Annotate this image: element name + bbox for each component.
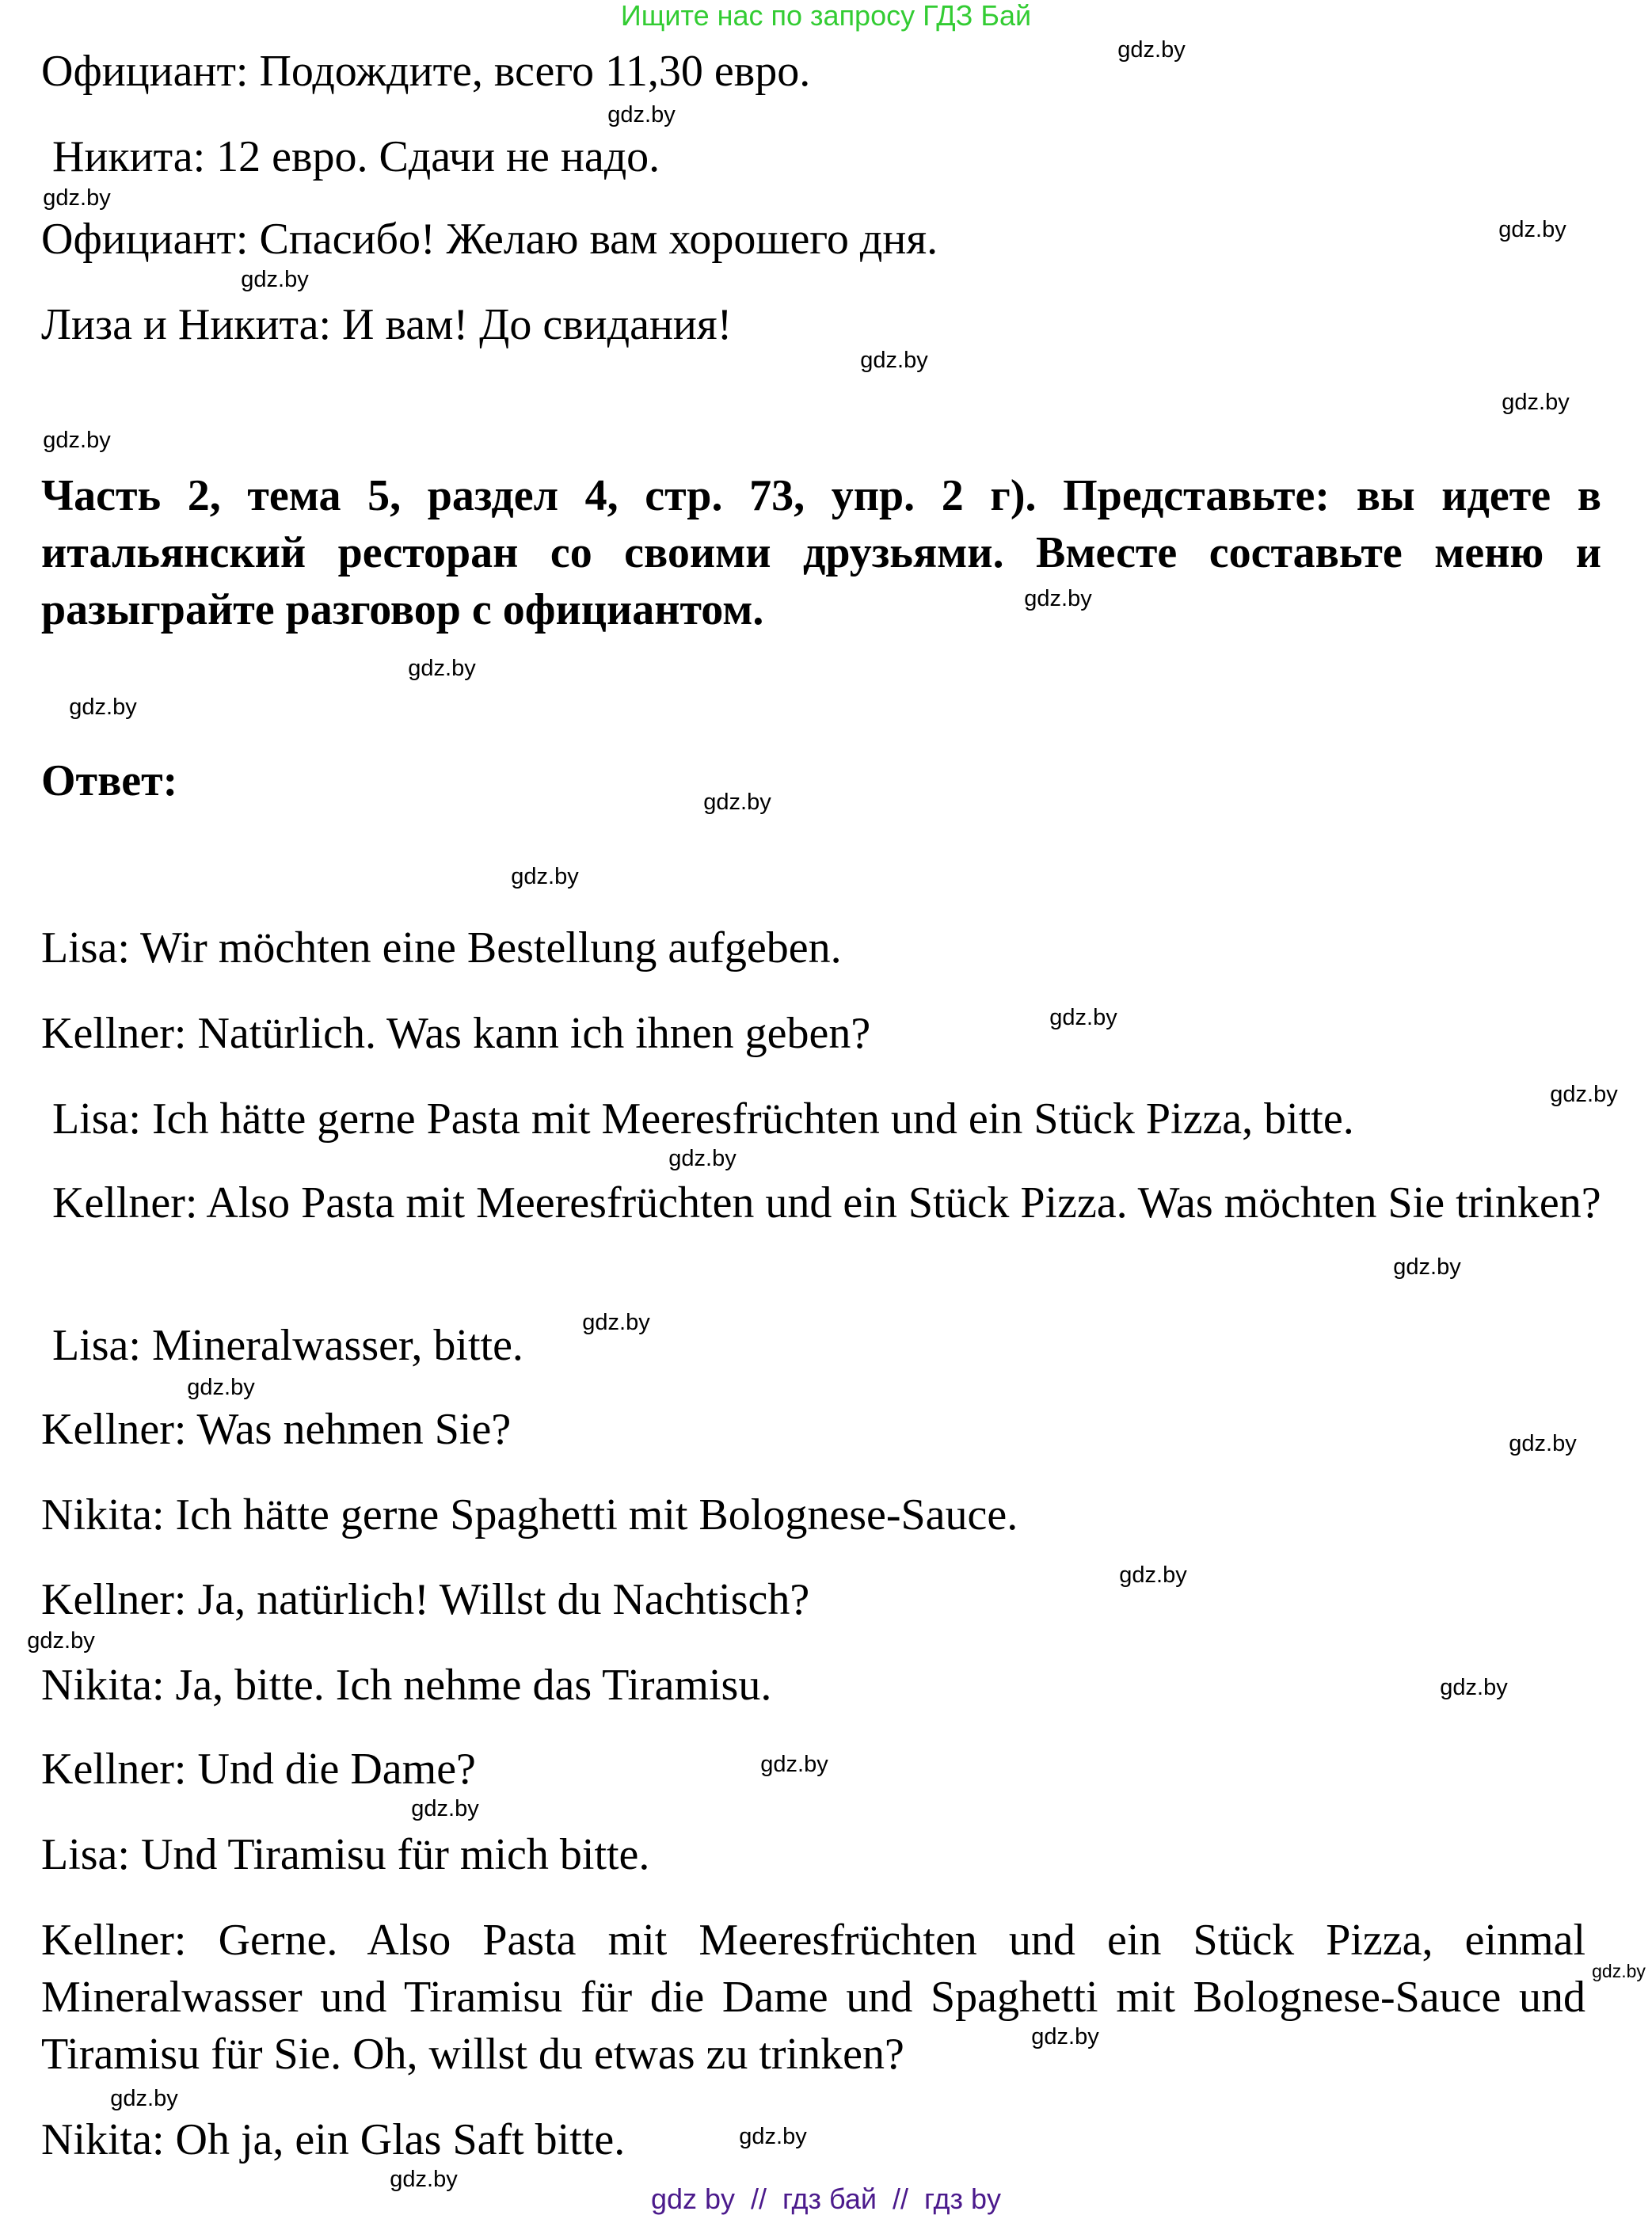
watermark: gdz.by: [582, 1310, 650, 1335]
watermark: gdz.by: [1031, 2024, 1099, 2049]
watermark: gdz.by: [511, 864, 579, 889]
watermark: gdz.by: [1502, 390, 1570, 415]
watermark: gdz.by: [27, 1628, 95, 1654]
watermark: gdz.by: [1117, 37, 1186, 63]
footer-links[interactable]: gdz by // гдз бай // гдз by: [650, 2183, 1002, 2215]
watermark: gdz.by: [43, 185, 111, 211]
dialogue-paragraph: Kellner: Gerne. Also Pasta mit Meeresfrüchten und ein Stück Pizza, einmal Mineralwasser und Tiramisu für die Dame und Spaghetti mit Bolognese-Sauce und Tiramisu für Sie. Oh, willst du etwas zu trinken?: [41, 1916, 1585, 2079]
watermark: gdz.by: [1024, 586, 1092, 611]
watermark: gdz.by: [860, 348, 928, 373]
task-heading: Часть 2, тема 5, раздел 4, стр. 73, упр. 2 г). Представьте: вы идете в итальянский ресторан со своими друзьями. Вместе составьте меню и разыграйте разговор с официантом.: [41, 471, 1601, 634]
dialogue-line: Kellner: Und die Dame?: [41, 1745, 476, 1794]
answer-label: Ответ:: [41, 756, 178, 805]
watermark: gdz.by: [43, 428, 111, 453]
watermark: gdz.by: [187, 1375, 255, 1400]
watermark: gdz.by: [607, 102, 676, 127]
watermark: gdz.by: [703, 790, 771, 815]
header-banner[interactable]: Ищите нас по запросу ГДЗ Бай: [620, 0, 1032, 32]
dialogue-line: Nikita: Oh ja, ein Glas Saft bitte.: [41, 2115, 626, 2164]
watermark: gdz.by: [668, 1146, 737, 1171]
watermark: gdz.by: [241, 267, 309, 292]
dialogue-line: Официант: Спасибо! Желаю вам хорошего дня.: [41, 215, 938, 264]
watermark: gdz.by: [1592, 1961, 1646, 1981]
watermark: gdz.by: [1440, 1675, 1508, 1700]
watermark: gdz.by: [1049, 1005, 1117, 1030]
dialogue-line: Официант: Подождите, всего 11,30 евро.: [41, 47, 811, 96]
watermark: gdz.by: [110, 2086, 178, 2111]
dialogue-line: Лиза и Никита: И вам! До свидания!: [41, 300, 733, 349]
dialogue-line: Kellner: Was nehmen Sie?: [41, 1405, 512, 1454]
watermark: gdz.by: [1509, 1431, 1577, 1456]
dialogue-line: Kellner: Natürlich. Was kann ich ihnen geben?: [41, 1009, 871, 1058]
watermark: gdz.by: [69, 695, 137, 720]
dialogue-line: Lisa: Wir möchten eine Bestellung aufgeben.: [41, 923, 842, 972]
watermark: gdz.by: [1393, 1254, 1461, 1280]
watermark: gdz.by: [760, 1752, 828, 1777]
dialogue-line: Никита: 12 евро. Сдачи не надо.: [52, 132, 660, 181]
watermark: gdz.by: [1550, 1082, 1618, 1107]
dialogue-line: Nikita: Ja, bitte. Ich nehme das Tiramisu.: [41, 1661, 772, 1710]
watermark: gdz.by: [1498, 217, 1566, 242]
dialogue-line: Nikita: Ich hätte gerne Spaghetti mit Bolognese-Sauce.: [41, 1490, 1018, 1539]
watermark: gdz.by: [390, 2167, 458, 2192]
watermark: gdz.by: [411, 1796, 479, 1821]
watermark: gdz.by: [739, 2124, 807, 2149]
dialogue-line: Lisa: Ich hätte gerne Pasta mit Meeresfrüchten und ein Stück Pizza, bitte.: [52, 1094, 1354, 1144]
dialogue-line: Lisa: Mineralwasser, bitte.: [52, 1321, 523, 1370]
dialogue-paragraph: Kellner: Also Pasta mit Meeresfrüchten und ein Stück Pizza. Was möchten Sie trinken?: [52, 1178, 1601, 1227]
dialogue-line: Lisa: Und Tiramisu für mich bitte.: [41, 1830, 650, 1879]
dialogue-line: Kellner: Ja, natürlich! Willst du Nachtisch?: [41, 1575, 810, 1624]
watermark: gdz.by: [408, 656, 476, 681]
watermark: gdz.by: [1119, 1562, 1187, 1588]
